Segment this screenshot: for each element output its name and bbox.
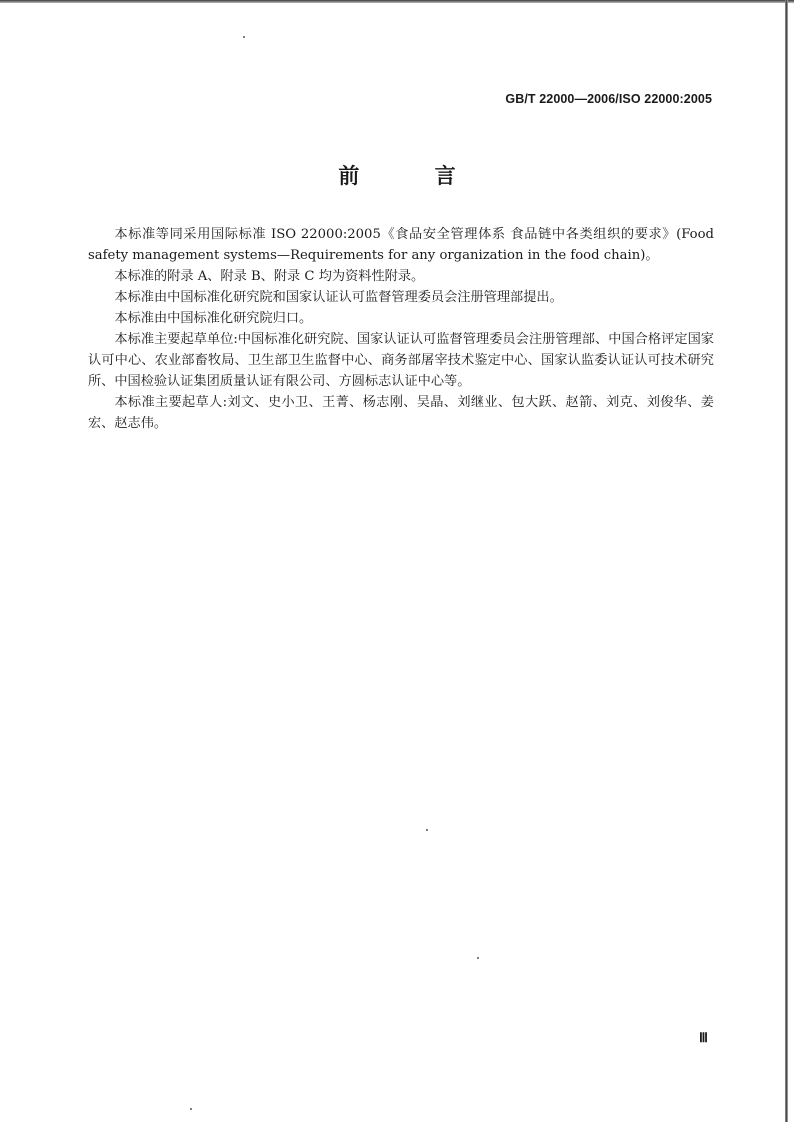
- paragraph-drafters: 本标准主要起草人:刘文、史小卫、王菁、杨志刚、吴晶、刘继业、包大跃、赵箭、刘克、刘俊华、姜宏、赵志伟。: [88, 395, 714, 431]
- scan-speck: [243, 36, 245, 38]
- standard-code-header: GB/T 22000—2006/ISO 22000:2005: [505, 92, 712, 106]
- paragraph-drafting-units: 本标准主要起草单位:中国标准化研究院、国家认证认可监督管理委员会注册管理部、中国合格评定国家认可中心、农业部畜牧局、卫生部卫生监督中心、商务部屠宰技术鉴定中心、国家认监委认证认可技术研究所、中国检验认证集团质量认证有限公司、方圆标志认证中心等。: [88, 332, 714, 389]
- foreword-body: [88, 224, 714, 434]
- scan-speck: [426, 829, 428, 831]
- page-number: Ⅲ: [699, 1030, 708, 1045]
- page-title: 前 言: [338, 164, 490, 188]
- scan-speck: [477, 957, 479, 959]
- scan-speck: [190, 1108, 192, 1110]
- paragraph-proposed-by: 本标准由中国标准化研究院和国家认证认可监督管理委员会注册管理部提出。: [114, 290, 563, 305]
- paragraph-adoption: 本标准等同采用国际标准 ISO 22000:2005《食品安全管理体系 食品链中各类组织的要求》(Food safety management systems—Requirements for any organization in the food chain)。: [88, 227, 714, 263]
- paragraph-annexes: 本标准的附录 A、附录 B、附录 C 均为资料性附录。: [114, 269, 425, 284]
- paragraph-under-jurisdiction: 本标准由中国标准化研究院归口。: [114, 311, 313, 326]
- scan-top-edge: [0, 0, 794, 3]
